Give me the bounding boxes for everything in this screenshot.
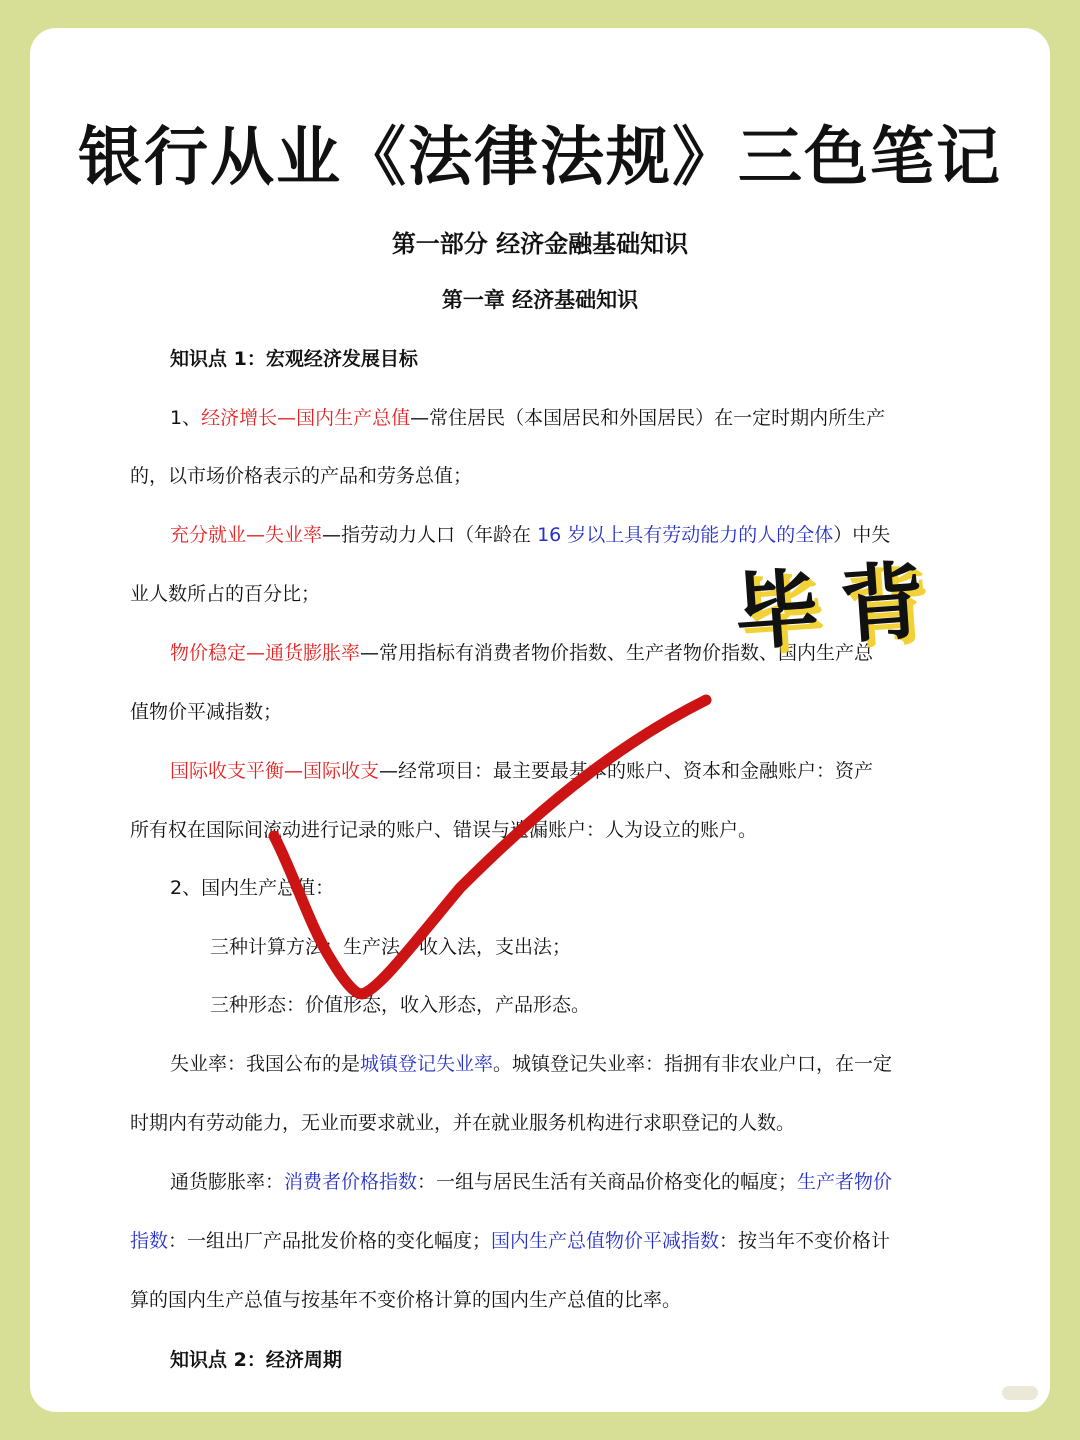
paragraph-gdp2-forms: 三种形态：价值形态，收入形态，产品形态。 [210,994,591,1016]
paragraph-text: 。城镇登记失业率：指拥有非农业户口，在一定 [493,1053,893,1075]
paragraph-gdp-line2: 的，以市场价格表示的产品和劳务总值； [130,465,473,487]
knowledge-point-1-title: 知识点 1：宏观经济发展目标 [170,348,418,370]
paragraph-text: —指劳动力人口（年龄在 [322,524,538,546]
blue-term-ppi-cont: 指数 [130,1230,169,1252]
paragraph-price-line2: 值物价平减指数； [130,701,283,723]
paragraph-text: ：一组与居民生活有关商品价格变化的幅度； [417,1171,798,1193]
paragraph-balance-line2: 所有权在国际间流动进行记录的账户、错误与遗漏账户：人为设立的账户。 [130,819,758,841]
red-term-growth: 经济增长—国内生产总值 [201,407,411,429]
paragraph-text: ）中失 [833,524,891,546]
paragraph-inflation-line3: 算的国内生产总值与按基年不变价格计算的国内生产总值的比率。 [130,1289,682,1311]
main-title: 银行从业《法律法规》三色笔记 [78,121,1002,195]
blue-term-urban-unemployment: 城镇登记失业率 [360,1053,494,1075]
paragraph-text: —经常项目：最主要最基本的账户、资本和金融账户：资产 [379,760,874,782]
paragraph-gdp2-head: 2、国内生产总值： [170,877,335,899]
red-term-balance: 国际收支平衡—国际收支 [170,760,380,782]
blue-term-cpi: 消费者价格指数 [284,1171,418,1193]
paragraph-text: ：一组出厂产品批发价格的变化幅度； [168,1230,492,1252]
paragraph-text: 通货膨胀率： [170,1171,285,1193]
paragraph-text: —常住居民（本国居民和外国居民）在一定时期内所生产 [410,407,886,429]
paragraph-text: ：按当年不变价格计 [719,1230,891,1252]
memorize-stamp: 毕背 [731,550,950,663]
red-term-employment: 充分就业—失业率 [170,524,323,546]
paragraph-gdp2-methods: 三种计算方法：生产法，收入法，支出法； [210,936,572,958]
paragraph-unemployment-line1 [170,1050,892,1078]
note-card [30,28,1050,1412]
knowledge-point-2-title: 知识点 2：经济周期 [170,1349,342,1371]
blue-term-labor-force: 16 岁以上具有劳动能力的人的全体 [537,524,834,546]
blue-term-ppi: 生产者物价 [797,1171,893,1193]
paragraph-employment-line2: 业人数所占的百分比； [130,583,321,605]
paragraph-prefix: 1、 [170,407,202,429]
paragraph-text: —常用指标有消费者物价指数、生产者物价指数、国内生产总 [360,642,874,664]
paragraph-text: 失业率：我国公布的是 [170,1053,361,1075]
paragraph-balance-line1 [170,757,873,785]
paragraph-unemployment-line2: 时期内有劳动能力，无业而要求就业，并在就业服务机构进行求职登记的人数。 [130,1112,796,1134]
part-title: 第一部分 经济金融基础知识 [391,230,689,258]
watermark-badge [1002,1386,1038,1400]
chapter-title: 第一章 经济基础知识 [441,288,639,312]
paragraph-inflation-line1 [170,1168,892,1196]
paragraph-inflation-line2 [130,1227,890,1255]
red-term-price: 物价稳定—通货膨胀率 [170,642,361,664]
blue-term-gdp-deflator: 国内生产总值物价平减指数 [491,1230,720,1252]
paragraph-gdp-line1 [170,404,885,432]
